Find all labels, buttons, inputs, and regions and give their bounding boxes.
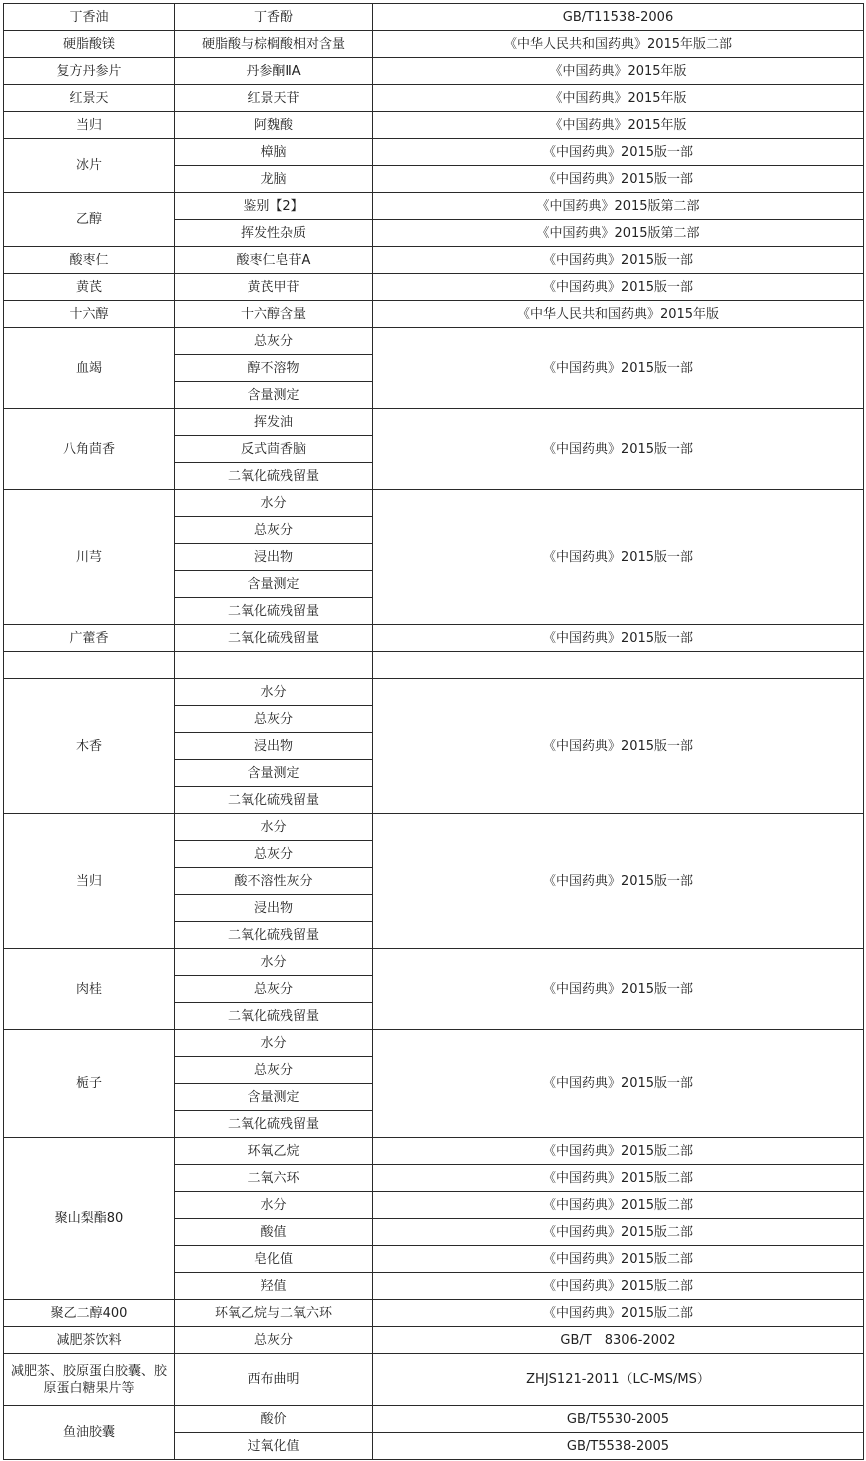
test-item-cell: 二氧化硫残留量 (175, 922, 373, 949)
table-row (4, 301, 864, 328)
standard-cell: 《中华人民共和国药典》2015年版二部 (373, 31, 864, 58)
test-item-cell: 二氧六环 (175, 1165, 373, 1192)
table-row (4, 490, 864, 517)
test-item-cell: 二氧化硫残留量 (175, 463, 373, 490)
test-item-cell: 含量测定 (175, 382, 373, 409)
test-item-cell: 水分 (175, 679, 373, 706)
standard-cell: 《中国药典》2015版二部 (373, 1246, 864, 1273)
sample-cell: 黄芪 (4, 274, 175, 301)
sample-cell: 血竭 (4, 328, 175, 409)
table-row (4, 247, 864, 274)
sample-cell: 硬脂酸镁 (4, 31, 175, 58)
standard-cell: 《中国药典》2015版一部 (373, 625, 864, 652)
standard-cell: 《中国药典》2015版第二部 (373, 193, 864, 220)
sample-cell: 川芎 (4, 490, 175, 625)
table-row (4, 31, 864, 58)
test-item-cell: 反式茴香脑 (175, 436, 373, 463)
table-row (4, 139, 864, 166)
table-row (4, 679, 864, 706)
table-row (4, 4, 864, 31)
test-item-cell: 丁香酚 (175, 4, 373, 31)
test-item-cell: 酸不溶性灰分 (175, 868, 373, 895)
test-item-cell: 浸出物 (175, 733, 373, 760)
sample-cell: 减肥茶、胶原蛋白胶囊、胶原蛋白糖果片等 (4, 1354, 175, 1406)
test-item-cell: 二氧化硫残留量 (175, 787, 373, 814)
test-item-cell: 樟脑 (175, 139, 373, 166)
test-item-cell: 水分 (175, 949, 373, 976)
standard-cell: 《中国药典》2015版二部 (373, 1273, 864, 1300)
test-item-cell: 环氧乙烷与二氧六环 (175, 1300, 373, 1327)
test-item-cell: 黄芪甲苷 (175, 274, 373, 301)
standard-cell: 《中国药典》2015年版 (373, 85, 864, 112)
test-item-cell: 阿魏酸 (175, 112, 373, 139)
standard-cell: 《中国药典》2015版一部 (373, 409, 864, 490)
test-item-cell: 总灰分 (175, 976, 373, 1003)
table-row (4, 85, 864, 112)
test-item-cell: 酸枣仁皂苷A (175, 247, 373, 274)
test-item-cell: 酸值 (175, 1219, 373, 1246)
table-row (4, 625, 864, 652)
standard-cell: 《中国药典》2015版第二部 (373, 220, 864, 247)
test-item-cell: 醇不溶物 (175, 355, 373, 382)
test-item-cell: 水分 (175, 490, 373, 517)
test-item-cell (175, 652, 373, 679)
test-item-cell: 含量测定 (175, 1084, 373, 1111)
sample-cell: 广藿香 (4, 625, 175, 652)
standard-cell: 《中国药典》2015版二部 (373, 1192, 864, 1219)
sample-cell: 鱼油胶囊 (4, 1406, 175, 1460)
table-row (4, 1138, 864, 1165)
standard-cell: 《中国药典》2015版二部 (373, 1219, 864, 1246)
sample-cell: 乙醇 (4, 193, 175, 247)
standard-cell: 《中国药典》2015年版 (373, 112, 864, 139)
test-item-cell: 二氧化硫残留量 (175, 625, 373, 652)
test-item-cell: 水分 (175, 1030, 373, 1057)
test-item-cell: 总灰分 (175, 1327, 373, 1354)
standard-cell: 《中国药典》2015版一部 (373, 490, 864, 625)
sample-cell: 十六醇 (4, 301, 175, 328)
standard-cell: 《中国药典》2015版一部 (373, 328, 864, 409)
test-item-cell: 含量测定 (175, 760, 373, 787)
table-row (4, 949, 864, 976)
test-item-cell: 挥发性杂质 (175, 220, 373, 247)
standard-cell: 《中国药典》2015版一部 (373, 274, 864, 301)
sample-cell: 红景天 (4, 85, 175, 112)
standard-cell: GB/T 8306-2002 (373, 1327, 864, 1354)
table-row (4, 409, 864, 436)
sample-cell (4, 652, 175, 679)
test-item-cell: 水分 (175, 814, 373, 841)
standard-cell: 《中国药典》2015版一部 (373, 1030, 864, 1138)
test-item-cell: 浸出物 (175, 895, 373, 922)
sample-cell: 当归 (4, 112, 175, 139)
test-item-cell: 二氧化硫残留量 (175, 598, 373, 625)
test-item-cell: 皂化值 (175, 1246, 373, 1273)
standard-cell: ZHJS121-2011（LC-MS/MS） (373, 1354, 864, 1406)
test-item-cell: 羟值 (175, 1273, 373, 1300)
sample-cell: 复方丹参片 (4, 58, 175, 85)
test-standards-table (3, 3, 864, 1460)
standard-cell: 《中国药典》2015版一部 (373, 949, 864, 1030)
standard-cell: 《中国药典》2015版一部 (373, 166, 864, 193)
sample-cell: 当归 (4, 814, 175, 949)
test-item-cell: 硬脂酸与棕榈酸相对含量 (175, 31, 373, 58)
sample-cell: 聚乙二醇400 (4, 1300, 175, 1327)
sample-cell: 聚山梨酯80 (4, 1138, 175, 1300)
table-row (4, 652, 864, 679)
sample-cell: 冰片 (4, 139, 175, 193)
standard-cell: 《中国药典》2015版一部 (373, 814, 864, 949)
standard-cell (373, 652, 864, 679)
table-row (4, 814, 864, 841)
table-row (4, 1406, 864, 1433)
standard-cell: 《中国药典》2015版二部 (373, 1165, 864, 1192)
test-item-cell: 总灰分 (175, 841, 373, 868)
test-item-cell: 挥发油 (175, 409, 373, 436)
table-row (4, 112, 864, 139)
sample-cell: 丁香油 (4, 4, 175, 31)
test-item-cell: 二氧化硫残留量 (175, 1111, 373, 1138)
sample-cell: 栀子 (4, 1030, 175, 1138)
sample-cell: 肉桂 (4, 949, 175, 1030)
standard-cell: 《中国药典》2015版一部 (373, 679, 864, 814)
standard-cell: 《中国药典》2015年版 (373, 58, 864, 85)
table-row (4, 193, 864, 220)
standard-cell: GB/T5538-2005 (373, 1433, 864, 1460)
standard-cell: 《中国药典》2015版二部 (373, 1300, 864, 1327)
test-item-cell: 环氧乙烷 (175, 1138, 373, 1165)
standard-cell: 《中国药典》2015版二部 (373, 1138, 864, 1165)
standard-cell: 《中国药典》2015版一部 (373, 247, 864, 274)
test-item-cell: 含量测定 (175, 571, 373, 598)
table-row (4, 328, 864, 355)
standard-cell: GB/T11538-2006 (373, 4, 864, 31)
test-item-cell: 十六醇含量 (175, 301, 373, 328)
table-row (4, 1300, 864, 1327)
table-body (4, 4, 864, 1460)
test-item-cell: 总灰分 (175, 517, 373, 544)
table-row (4, 1354, 864, 1406)
sample-cell: 木香 (4, 679, 175, 814)
test-item-cell: 酸价 (175, 1406, 373, 1433)
test-item-cell: 红景天苷 (175, 85, 373, 112)
sample-cell: 减肥茶饮料 (4, 1327, 175, 1354)
standard-cell: 《中华人民共和国药典》2015年版 (373, 301, 864, 328)
test-item-cell: 丹参酮ⅡA (175, 58, 373, 85)
standard-cell: GB/T5530-2005 (373, 1406, 864, 1433)
sample-cell: 酸枣仁 (4, 247, 175, 274)
test-item-cell: 二氧化硫残留量 (175, 1003, 373, 1030)
test-item-cell: 龙脑 (175, 166, 373, 193)
table-row (4, 1030, 864, 1057)
test-item-cell: 西布曲明 (175, 1354, 373, 1406)
table-row (4, 1327, 864, 1354)
test-item-cell: 过氧化值 (175, 1433, 373, 1460)
test-item-cell: 水分 (175, 1192, 373, 1219)
standard-cell: 《中国药典》2015版一部 (373, 139, 864, 166)
test-item-cell: 总灰分 (175, 328, 373, 355)
test-item-cell: 总灰分 (175, 706, 373, 733)
sample-cell: 八角茴香 (4, 409, 175, 490)
test-item-cell: 总灰分 (175, 1057, 373, 1084)
test-item-cell: 鉴别【2】 (175, 193, 373, 220)
table-row (4, 274, 864, 301)
test-item-cell: 浸出物 (175, 544, 373, 571)
table-row (4, 58, 864, 85)
